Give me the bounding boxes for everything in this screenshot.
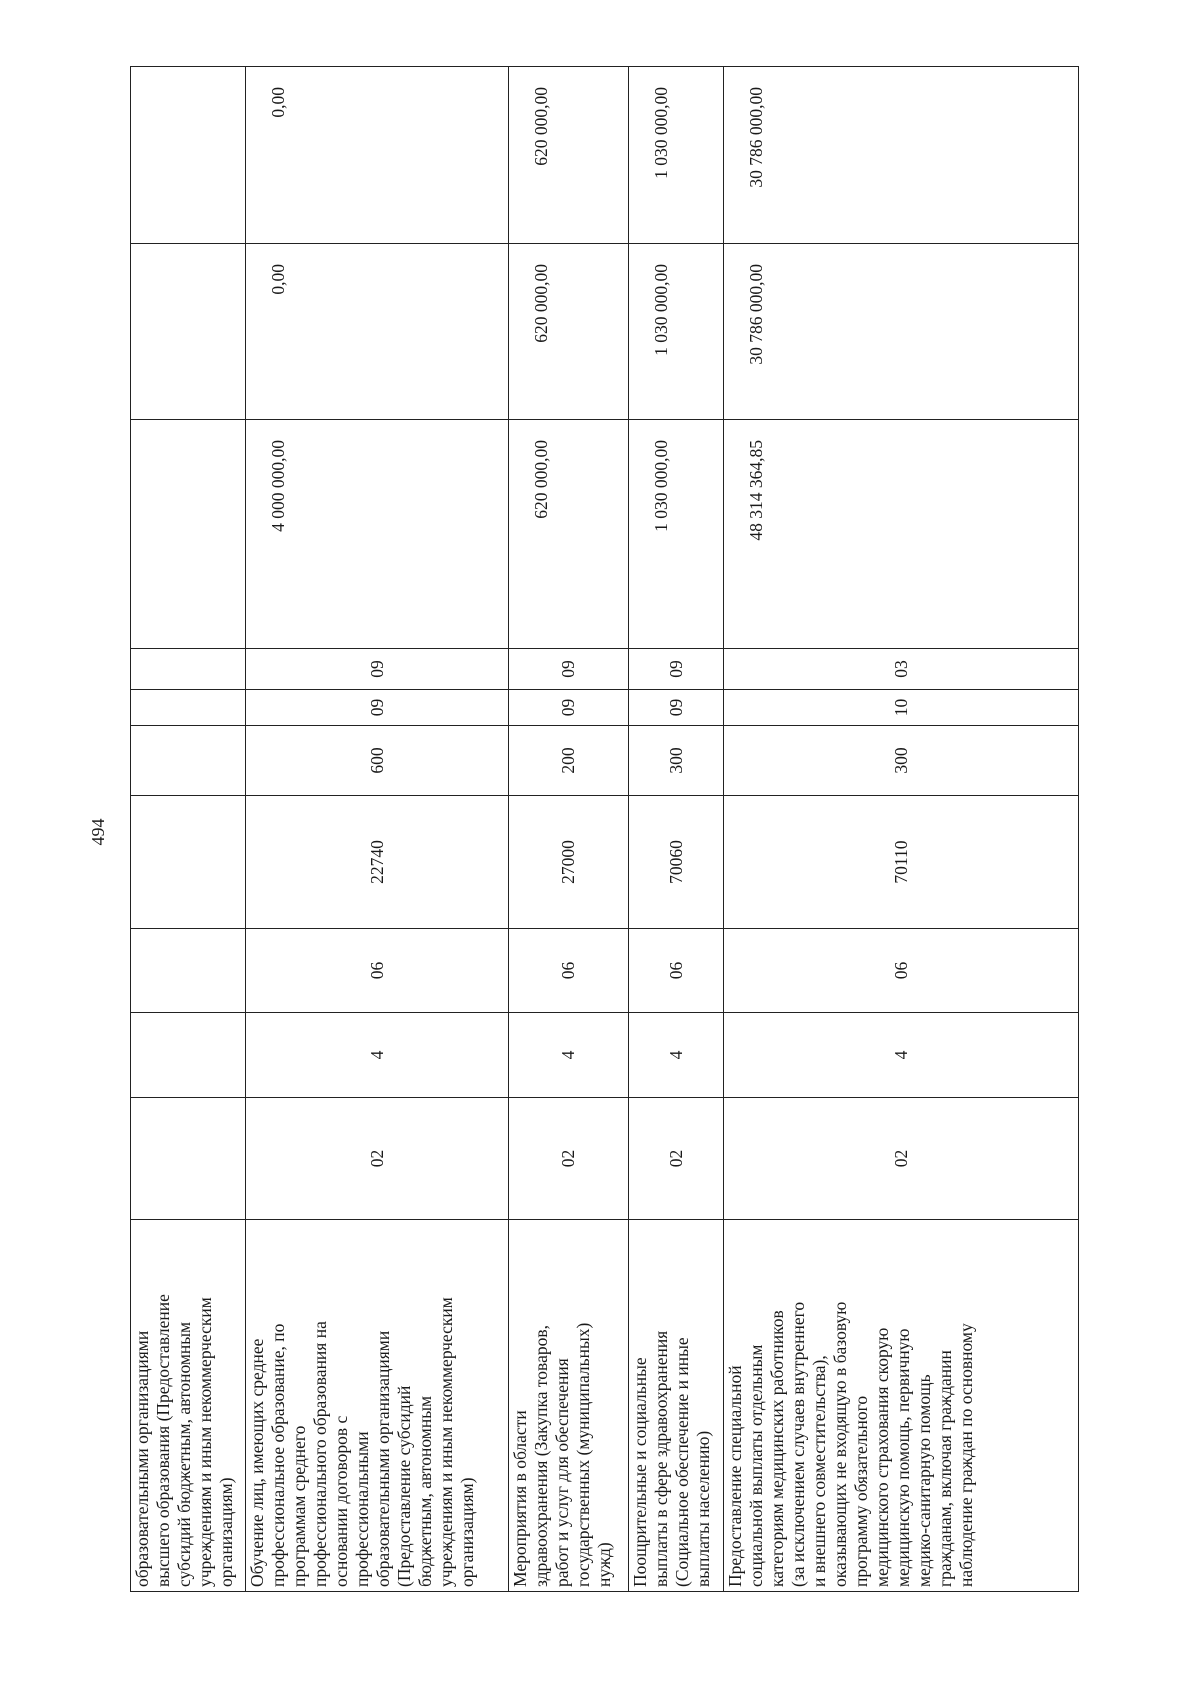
amount-cell-v2: 0,00	[246, 244, 509, 420]
code-cell-c1: 02	[724, 1098, 1079, 1220]
budget-table-rotated	[130, 67, 1078, 1592]
description-line: медицинскую помощь, первичную	[893, 1328, 913, 1587]
code-cell-c5: 300	[629, 726, 724, 796]
code-cell-c6	[131, 690, 246, 726]
description-line: программу обязательного	[851, 1395, 871, 1587]
table-row	[724, 67, 1079, 1592]
code-cell-c3	[131, 929, 246, 1013]
amount-cell-v3	[131, 67, 246, 244]
description-line: программам среднего	[289, 1425, 309, 1587]
description-line: оказывающих не входящую в базовую	[830, 1301, 850, 1587]
code-cell-c4: 27000	[509, 796, 629, 929]
amount-cell-v2: 620 000,00	[509, 244, 629, 420]
code-cell-c3: 06	[724, 929, 1079, 1013]
code-cell-c3: 06	[629, 929, 724, 1013]
amount-cell-v2: 1 030 000,00	[629, 244, 724, 420]
row-description	[629, 1220, 724, 1592]
row-description	[509, 1220, 629, 1592]
amount-cell-v1: 4 000 000,00	[246, 420, 509, 649]
description-line: профессиональными	[352, 1431, 372, 1587]
code-cell-c2	[131, 1013, 246, 1098]
description-line: нужд)	[594, 1542, 614, 1587]
amount-cell-v3: 620 000,00	[509, 67, 629, 244]
budget-table	[130, 66, 1079, 1592]
code-cell-c1: 02	[246, 1098, 509, 1220]
code-cell-c4: 70060	[629, 796, 724, 929]
description-line: Поощрительные и социальные	[630, 1357, 650, 1587]
code-cell-c7: 03	[724, 649, 1079, 690]
description-line: выплаты в сфере здравоохранения	[651, 1330, 671, 1587]
description-line: образовательными организациями	[373, 1330, 393, 1587]
description-line: образовательными организациями	[132, 1330, 152, 1587]
amount-cell-v3: 1 030 000,00	[629, 67, 724, 244]
table-row	[246, 67, 509, 1592]
description-line: (Предоставление субсидий	[394, 1385, 414, 1587]
description-line: учреждениям и иным некоммерческим	[195, 1297, 215, 1587]
code-cell-c4	[131, 796, 246, 929]
description-line: гражданам, включая гражданин	[935, 1350, 955, 1587]
description-line: субсидий бюджетным, автономным	[174, 1321, 194, 1587]
table-row	[629, 67, 724, 1592]
description-line: выплаты населению)	[693, 1430, 713, 1587]
amount-cell-v2	[131, 244, 246, 420]
code-cell-c1	[131, 1098, 246, 1220]
description-line: Обучение лиц, имеющих среднее	[247, 1338, 267, 1587]
code-cell-c6: 09	[509, 690, 629, 726]
table-row	[509, 67, 629, 1592]
code-cell-c7: 09	[509, 649, 629, 690]
amount-cell-v1: 48 314 364,85	[724, 420, 1079, 649]
amount-cell-v3: 0,00	[246, 67, 509, 244]
description-line: учреждениям и иным некоммерческим	[436, 1297, 456, 1587]
description-line: медицинского страхования скорую	[872, 1327, 892, 1587]
description-line: (за исключением случаев внутреннего	[788, 1301, 808, 1587]
code-cell-c2: 4	[629, 1013, 724, 1098]
code-cell-c2: 4	[509, 1013, 629, 1098]
description-line: медико-санитарную помощь	[914, 1374, 934, 1587]
description-line: организациям)	[216, 1477, 236, 1587]
amount-cell-v3: 30 786 000,00	[724, 67, 1079, 244]
description-line: работ и услуг для обеспечения	[552, 1358, 572, 1587]
row-description	[724, 1220, 1079, 1592]
code-cell-c6: 09	[629, 690, 724, 726]
description-line: наблюдение граждан по основному	[956, 1323, 976, 1587]
code-cell-c7: 09	[629, 649, 724, 690]
description-line: бюджетным, автономным	[415, 1395, 435, 1587]
row-description	[246, 1220, 509, 1592]
code-cell-c1: 02	[629, 1098, 724, 1220]
page-number: 494	[88, 818, 108, 846]
code-cell-c2: 4	[724, 1013, 1079, 1098]
code-cell-c7: 09	[246, 649, 509, 690]
description-line: основании договоров с	[331, 1415, 351, 1587]
code-cell-c6: 10	[724, 690, 1079, 726]
code-cell-c7	[131, 649, 246, 690]
description-line: профессионального образования на	[310, 1321, 330, 1587]
description-line: Мероприятия в области	[510, 1410, 530, 1587]
description-line: категориям медицинских работников	[767, 1310, 787, 1587]
description-line: здравоохранения (Закупка товаров,	[531, 1325, 551, 1587]
code-cell-c4: 70110	[724, 796, 1079, 929]
description-line: (Социальное обеспечение и иные	[672, 1337, 692, 1587]
code-cell-c1: 02	[509, 1098, 629, 1220]
code-cell-c5: 200	[509, 726, 629, 796]
amount-cell-v1	[131, 420, 246, 649]
description-line: государственных (муниципальных)	[573, 1322, 593, 1587]
description-line: организациям)	[457, 1477, 477, 1587]
amount-cell-v1: 1 030 000,00	[629, 420, 724, 649]
code-cell-c3: 06	[246, 929, 509, 1013]
table-row	[131, 67, 246, 1592]
code-cell-c2: 4	[246, 1013, 509, 1098]
description-line: социальной выплаты отдельным	[746, 1344, 766, 1587]
description-line: и внешнего совместительства),	[809, 1355, 829, 1587]
amount-cell-v2: 30 786 000,00	[724, 244, 1079, 420]
row-description	[131, 1220, 246, 1592]
code-cell-c5	[131, 726, 246, 796]
code-cell-c5: 600	[246, 726, 509, 796]
code-cell-c5: 300	[724, 726, 1079, 796]
code-cell-c6: 09	[246, 690, 509, 726]
description-line: Предоставление специальной	[725, 1365, 745, 1587]
code-cell-c3: 06	[509, 929, 629, 1013]
description-line: высшего образования (Предоставление	[153, 1294, 173, 1587]
amount-cell-v1: 620 000,00	[509, 420, 629, 649]
code-cell-c4: 22740	[246, 796, 509, 929]
description-line: профессиональное образование, по	[268, 1323, 288, 1587]
